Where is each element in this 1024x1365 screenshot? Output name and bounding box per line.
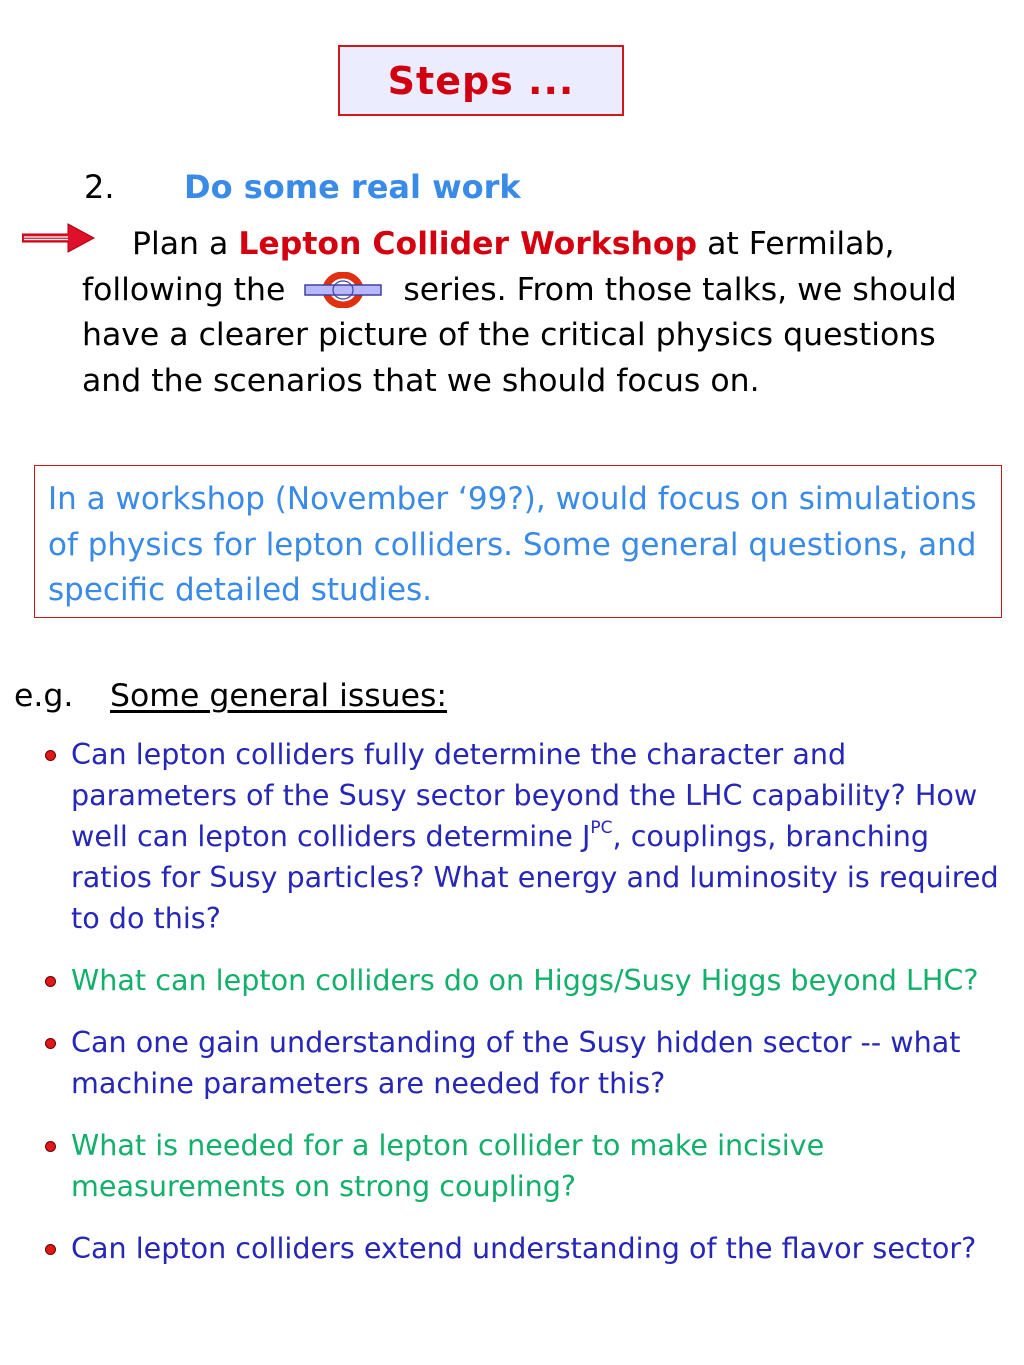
eg-label: e.g.	[14, 678, 74, 714]
workshop-highlight: Lepton Collider Workshop	[238, 226, 698, 262]
bullet-text-part: , couplings, branching ratios for Susy particles? What energy and luminosity is required to do this?	[71, 819, 999, 935]
issues-heading: Some general issues:	[110, 678, 448, 714]
bullet-text	[71, 737, 999, 935]
red-dot-bullet-icon	[44, 749, 57, 762]
red-dot-bullet-icon	[44, 1243, 57, 1256]
red-dot-bullet-icon	[44, 1037, 57, 1050]
workshop-text: In a workshop (November ‘99?), would focus on simulations of physics for lepton colliders. Some general questions, and specific detailed studies.	[48, 481, 977, 608]
plan-paragraph	[82, 222, 982, 404]
step-title: Do some real work	[184, 168, 521, 206]
list-item	[44, 1228, 1004, 1269]
bullet-text-part: Can lepton colliders fully determine the character and parameters of the Susy sector beyond the LHC capability? How well can lepton colliders determine J	[71, 737, 978, 853]
issues-list	[44, 734, 1004, 1290]
red-dot-bullet-icon	[44, 1140, 57, 1153]
plan-text-middle: at Fermilab, following the	[82, 226, 895, 308]
slide-title: Steps ...	[387, 58, 575, 103]
bullet-text: What can lepton colliders do on Higgs/Susy Higgs beyond LHC?	[71, 963, 979, 997]
list-item	[44, 1125, 1004, 1207]
list-item	[44, 734, 1004, 939]
title-box	[338, 45, 624, 116]
roundel-logo-icon	[303, 272, 383, 308]
bullet-text: What is needed for a lepton collider to make incisive measurements on strong coupling?	[71, 1128, 825, 1203]
step-number: 2.	[84, 168, 115, 206]
list-item	[44, 1022, 1004, 1104]
jpc-superscript: PC	[590, 818, 613, 838]
plan-text-end: series. From those talks, we should have a clearer picture of the critical physics questions and the scenarios that we should focus on.	[82, 271, 957, 399]
workshop-box	[34, 465, 1002, 618]
red-dot-bullet-icon	[44, 975, 57, 988]
bullet-text: Can lepton colliders extend understanding of the flavor sector?	[71, 1231, 977, 1265]
list-item	[44, 960, 1004, 1001]
plan-text-start: Plan a	[132, 226, 229, 262]
bullet-text: Can one gain understanding of the Susy hidden sector -- what machine parameters are needed for this?	[71, 1025, 961, 1100]
